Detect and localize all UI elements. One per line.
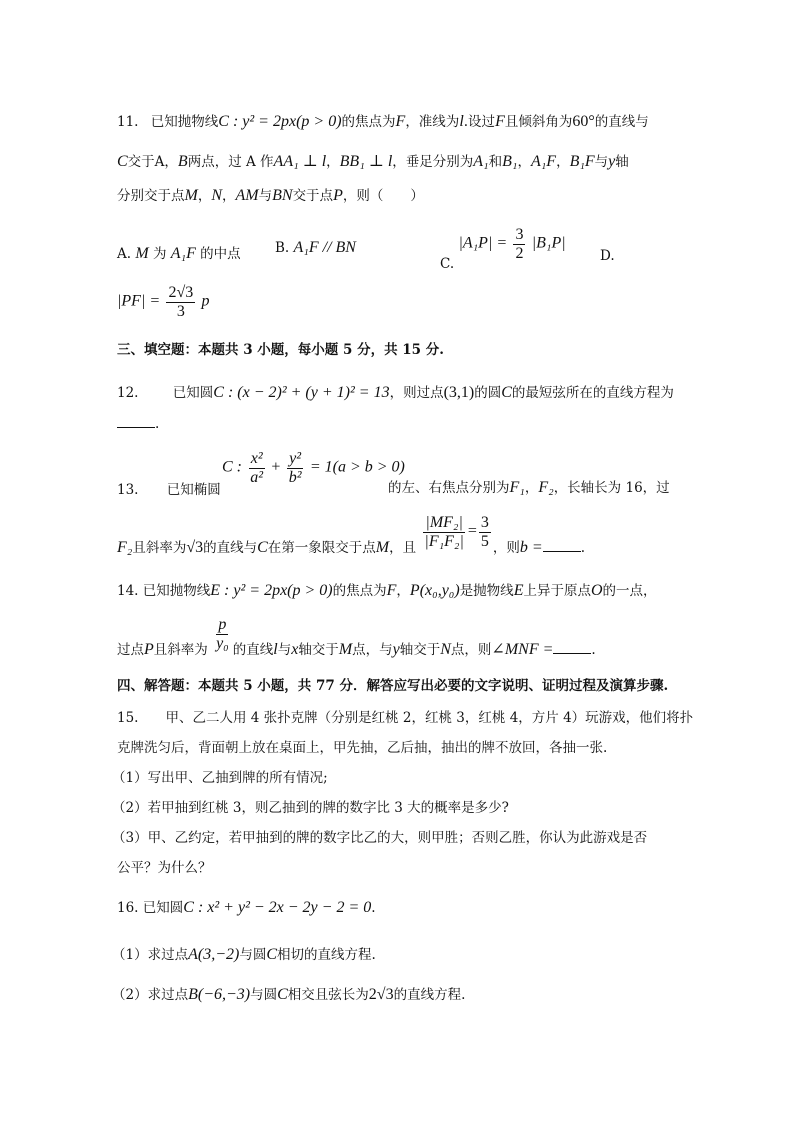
text: 轴 [615,154,629,170]
math-M: M [184,187,198,204]
math-point: A(3,−2) [188,946,240,963]
text: 交于点 [292,188,334,204]
numerator: 3 [515,226,524,243]
q15-sub1: （1）写出甲、乙抽到牌的所有情况; [112,770,328,786]
question-number: 14. [117,583,139,599]
text: 与 [258,188,273,204]
option-label: B. [275,240,290,256]
text: ， [222,188,236,204]
text: ，且 [389,539,417,556]
text: ，长轴长为 16，过 [553,480,670,496]
text: 两点，过 A 作 [187,154,274,170]
fraction [422,514,465,550]
math-E: E [513,582,524,599]
q11-line3 [117,186,424,206]
math-l: l [273,640,278,658]
math-point: (3,1) [443,384,475,401]
fraction [479,514,491,550]
math-expr: |B₁P| [531,234,566,252]
text: 与圆 [239,947,267,963]
math-b: b = [519,538,543,556]
q13-line1 [117,480,221,500]
fraction [166,284,195,320]
math-C: C [257,538,268,556]
text: 的焦点为 [332,583,387,599]
numerator: 3 [480,514,489,531]
text: 点，与 [352,641,393,658]
question-number: 11. [117,114,139,130]
math-perp: AA₁ ⊥ l [273,153,327,170]
text: 与圆 [250,987,278,1003]
fraction [214,616,231,652]
text: ，则（ ） [342,188,424,204]
text: 且斜率为 [132,539,187,556]
q11-option-d-label [600,246,615,266]
option-label: C. [440,255,455,272]
text: ， [517,154,531,170]
math-parallel: A₁F // BN [293,239,356,256]
text: ， [197,188,212,204]
math-expr: |A₁P| = [458,234,508,252]
q11-line1 [117,112,649,132]
math-x: x [291,640,299,658]
q15-sub3: （3）甲、乙约定，若甲抽到的牌的数字比乙的大，则甲胜；否则乙胜，你认为此游戏是否 [112,830,648,846]
math-M: M [135,245,149,262]
text: 的直线与 [203,539,258,556]
text: 已知抛物线 [150,114,219,130]
text: 的左、右焦点分别为 [388,480,510,496]
text: . [591,641,596,658]
denominator: b² [288,468,302,486]
numerator: |MF₂| [425,514,463,531]
text: 与 [277,641,292,658]
q13-line1-right [388,478,670,498]
answer-blank[interactable] [553,641,591,654]
section-heading-fill-in: 三、填空题：本题共 3 小题，每小题 5 分，共 15 分. [117,342,444,358]
math-B1F: B₁F [569,153,595,170]
math-F: F [495,113,505,130]
q13-ellipse-eq [222,450,405,486]
math-O: O [590,582,603,599]
text: 相交且弦长为 [287,987,369,1003]
denominator: 2 [515,244,524,262]
math-F: F [386,582,397,599]
math-y: y [392,640,400,658]
math-length: 2√3 [368,986,394,1003]
math-M: M [338,640,353,658]
text: . [580,539,586,556]
text: . [371,900,376,916]
q11-option-a [117,244,241,264]
math-B: B [177,153,188,170]
text: 的圆 [474,385,502,401]
text: 交于 [127,154,155,170]
q12-line1 [117,383,674,403]
text: ， [396,583,410,599]
math-P: P [144,640,154,658]
section-heading-solution: 四、解答题：本题共 5 小题，共 77 分．解答应写出必要的文字说明、证明过程及演算步骤. [117,678,669,694]
math-y: y [608,153,616,170]
text: ， [556,154,570,170]
text: 的最短弦所在的直线方程为 [511,385,674,401]
q16-sub1 [112,945,376,965]
text: 已知椭圆 [166,482,221,498]
question-number: 13. [117,482,139,498]
option-label: A. [117,246,132,262]
text: ， [326,154,340,170]
math-F: F [395,113,406,130]
text: . [155,416,160,432]
text: 的直线 [232,641,274,658]
denominator: |F₁F₂| [424,532,464,550]
text: ， [524,480,539,496]
text: 和 [488,154,503,170]
answer-blank[interactable] [543,539,581,552]
text: 轴交于 [399,641,441,658]
text: ，则过点 [389,385,444,401]
q11-option-c [440,226,566,272]
text: ，则 [492,539,520,556]
fraction [248,450,265,486]
text: 的直线与 [594,114,649,130]
q14-line2 [117,616,596,658]
math-expr: = 1(a > b > 0) [309,458,405,476]
math-F2: F₂ [117,538,133,556]
text: 的直线方程. [393,987,466,1003]
math-perp: BB₁ ⊥ l [339,153,393,170]
q15-line1: 15. 甲、乙二人用 4 张扑克牌（分别是红桃 2，红桃 3，红桃 4，方片 4）玩游戏，他们将扑 [117,710,694,726]
math-F2: F₂ [538,479,554,496]
text: 的一点， [602,583,657,599]
q12-line2 [117,414,159,434]
q16-line1 [117,898,376,918]
text: （2）求过点 [112,987,189,1003]
text: 过点 [117,641,144,658]
text: 16. 已知圆 [117,900,184,916]
q13-line2 [117,514,586,556]
q16-sub2 [112,985,465,1005]
math-sqrt3: √3 [186,538,204,556]
math-AM: AM [235,187,259,204]
math-op: + [271,458,281,476]
math-C: C [117,153,128,170]
math-C: C [501,384,512,401]
text: 与 [594,154,609,170]
numerator: 2√3 [168,284,194,301]
math-p: p [201,292,210,310]
math-angle: ∠MNF = [491,640,554,658]
math-A1F: A₁F [530,153,557,170]
text: 为 [152,246,167,262]
math-parabola: E : y² = 2px(p > 0) [210,582,333,599]
answer-blank[interactable] [117,415,155,428]
denominator: a² [250,468,264,486]
q14-line1 [117,581,657,601]
math-l: l [459,113,464,130]
math-angle: 60° [572,113,595,130]
math-F1: F₁ [509,479,525,496]
q11-option-d [117,284,210,320]
text: 已知抛物线 [142,583,211,599]
text: 已知圆 [172,385,214,401]
math-expr: |PF| = [117,292,161,310]
text: 分别交于点 [117,188,185,204]
text: 且倾斜角为 [504,114,573,130]
math-circle: C : x² + y² − 2x − 2y − 2 = 0 [183,899,372,916]
text: 相切的直线方程. [277,947,376,963]
math-N: N [211,187,222,204]
math-P: P(x₀,y₀) [409,582,460,599]
math-A1: A₁ [473,153,489,170]
math-circle: C : (x − 2)² + (y + 1)² = 13 [213,384,390,401]
math-N: N [440,640,451,658]
text: 点，则 [450,641,492,658]
math-A1F: A₁F [170,245,196,262]
q15-sub3-cont: 公平？为什么？ [117,860,212,876]
math-op: = [467,522,477,540]
text: （1）求过点 [112,947,189,963]
math-B1: B₁ [502,153,518,170]
text: 且斜率为 [153,641,208,658]
text: 在第一象限交于点 [267,539,376,556]
text: 的焦点为 [341,114,396,130]
text: 上异于原点 [523,583,591,599]
math-expr: C : [222,458,242,476]
option-label: D. [600,248,615,264]
math-M: M [375,538,390,556]
q11-option-b [275,238,356,258]
text: 的中点 [200,246,241,262]
text: A， [154,154,178,170]
numerator: p [218,616,227,633]
numerator: x² [250,450,263,467]
math-parabola: C : y² = 2px(p > 0) [218,113,342,130]
text: 轴交于 [298,641,339,658]
math-point: B(−6,−3) [188,986,251,1003]
q15-sub2: （2）若甲抽到红桃 3，则乙抽到的牌的数字比 3 大的概率是多少? [112,800,509,816]
fraction [287,450,304,486]
math-C: C [266,946,277,963]
text: ，准线为 [405,114,460,130]
text: ，垂足分别为 [392,154,474,170]
fraction [513,226,525,262]
denominator: 5 [480,532,489,550]
numerator: y² [289,450,302,467]
math-P: P [333,187,343,204]
question-number: 12. [117,385,139,401]
denominator: y₀ [216,634,229,652]
text: 是抛物线 [459,583,514,599]
q15-line2: 克牌洗匀后，背面朝上放在桌面上，甲先抽，乙后抽，抽出的牌不放回，各抽一张. [117,740,608,756]
q11-line2 [117,152,629,172]
math-C: C [277,986,288,1003]
text: .设过 [463,114,496,130]
math-BN: BN [272,187,293,204]
denominator: 3 [176,302,185,320]
